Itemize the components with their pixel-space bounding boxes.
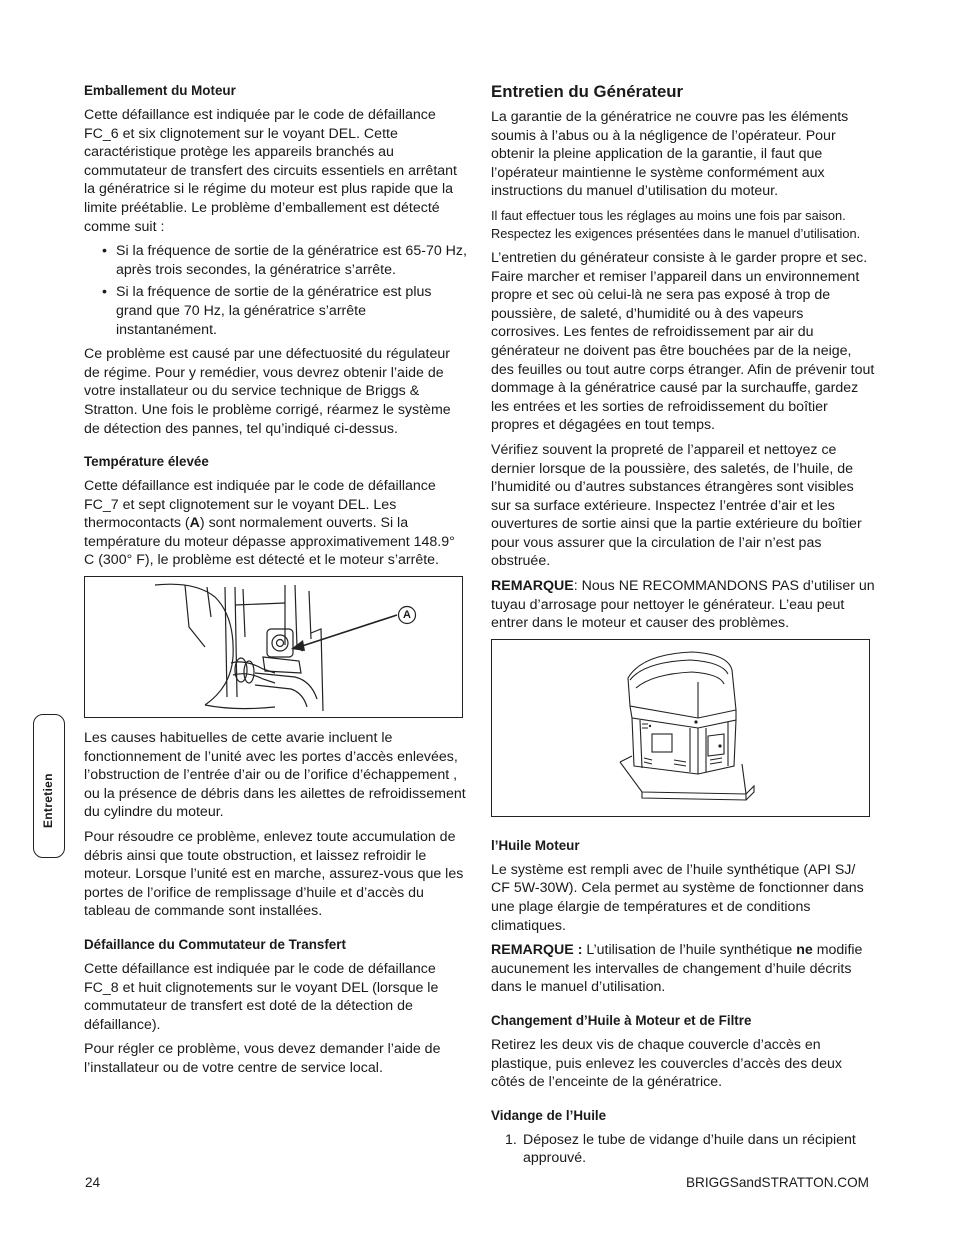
section-heading-oil-change: Changement d’Huile à Moteur et de Filtre xyxy=(491,1013,752,1028)
right-column xyxy=(491,82,875,1168)
callout-reference: A xyxy=(189,515,200,532)
text-run: L’utilisation de l’huile synthétique xyxy=(582,942,797,959)
left-column xyxy=(84,82,468,1084)
engine-illustration xyxy=(85,577,462,717)
list-item xyxy=(491,1131,875,1168)
text-run: ) sont normalement ouverts. Si la température du moteur dépasse approximativement 148.9° C (300° F), le problème est détecté et le moteur s’arrête. xyxy=(84,515,455,569)
text-run: modifie aucunement les intervalles de changement d’huile décrits dans le manuel d’utilisation. xyxy=(491,942,863,996)
paragraph: Cette défaillance est indiquée par le code de défaillance FC_6 et six clignotement sur le voyant DEL. Cette caractéristique protège les appareils branchés au commutateur de transfert des circuits essentiels en arrêtant la génératrice si le régime du moteur est plus rapide que la limite préétablie. Le problème d’emballement est détecté comme suit : xyxy=(84,107,457,235)
step-text: Déposez le tube de vidange d’huile dans un récipient approuvé. xyxy=(523,1131,856,1167)
generator-illustration xyxy=(492,640,869,816)
paragraph: Il faut effectuer tous les réglages au moins une fois par saison. Respectez les exigences présentées dans le manuel d’utilisation. xyxy=(491,207,861,241)
section-heading-high-temperature: Température élevée xyxy=(84,454,209,470)
note-paragraph xyxy=(491,941,875,997)
paragraph: Vérifiez souvent la propreté de l’appareil et nettoyez ce dernier lorsque de la poussière, des saletés, de l’huile, de l’humidité ou d’autres substances étrangères sont visibles sur sa surface extérieure. Inspectez l’entrée d’air et les ouvertures de sortie ainsi que la partie extérieure du boîtier pour vous assurer que la circulation de l’air n’est pas obstruée. xyxy=(491,441,862,570)
step-number: 1. xyxy=(505,1131,517,1148)
note-paragraph xyxy=(491,577,875,633)
website-footer: BRIGGSandSTRATTON.COM xyxy=(685,1175,869,1190)
figure-generator xyxy=(491,639,870,817)
section-heading-oil-drain: Vidange de l’Huile xyxy=(491,1107,607,1123)
paragraph: L’entretien du générateur consiste à le garder propre et sec. Faire marcher et remiser l’appareil dans un environnement propre et sec où celui-là ne sera pas exposé à trop de poussière, de saleté, d’humidité ou à des vapeurs corrosives. Les fentes de refroidissement par air du générateur ne doivent pas être bouchées par de la neige, des feuilles ou tout autre corps étranger. Afin de prévenir tout dommage à la génératrice causé par la surchauffe, gardez les entrées et les sorties de refroidissement du boîtier propres et dégagées en tout temps. xyxy=(491,249,875,434)
figure-thermal-switch xyxy=(84,576,463,718)
emphasis: ne xyxy=(796,942,813,959)
text-run: : Nous NE RECOMMANDONS PAS d’utiliser un tuyau d’arrosage pour nettoyer le générateur. L’eau peut entrer dans le moteur et causer des problèmes. xyxy=(491,578,875,632)
bullet-list xyxy=(84,242,468,339)
paragraph: Pour régler ce problème, vous devez demander l’aide de l’installateur ou de votre centre de service local. xyxy=(84,1041,441,1076)
paragraph xyxy=(84,477,468,570)
section-heading-transfer-switch: Défaillance du Commutateur de Transfert xyxy=(84,937,346,952)
note-label: REMARQUE xyxy=(491,578,574,595)
paragraph: Pour résoudre ce problème, enlevez toute accumulation de débris ainsi que toute obstruction, et laissez refroidir le moteur. Lorsque l’unité est en marche, assurez-vous que les portes de l’orifice de remplissage d’huile et d’accès du tableau de commande sont installées. xyxy=(84,829,464,920)
list-item: • Si la fréquence de sortie de la génératrice est 65-70 Hz, après trois secondes, la génératrice s’arrête. xyxy=(102,242,468,279)
paragraph: Retirez les deux vis de chaque couvercle d’accès en plastique, puis enlevez les couvercles d’accès des deux côtés de l’enceinte de la génératrice. xyxy=(491,1037,842,1091)
note-label: REMARQUE : xyxy=(491,942,583,959)
page-number: 24 xyxy=(85,1175,101,1190)
section-heading-engine-oil: l’Huile Moteur xyxy=(491,837,580,853)
step-list xyxy=(491,1131,875,1168)
section-heading-overspeed: Emballement du Moteur xyxy=(84,83,236,98)
paragraph: Ce problème est causé par une défectuosité du régulateur de régime. Pour y remédier, vous devrez obtenir l’aide de votre installateur ou du service technique de Briggs & Stratton. Une fois le problème corrigé, réarmez le système de détection des pannes, tel qu’indiqué ci-dessus. xyxy=(84,346,451,437)
paragraph: Les causes habituelles de cette avarie incluent le fonctionnement de l’unité avec les portes d’accès enlevées, l’obstruction de l’entrée d’air ou de l’orifice d’échappement , ou la présence de débris dans les ailettes de refroidissement du cylindre du moteur. xyxy=(84,730,466,821)
callout-label-a: A xyxy=(403,609,411,622)
section-title-generator-maintenance: Entretien du Générateur xyxy=(491,82,684,101)
text-run: Cette défaillance est indiquée par le code de défaillance FC_7 et sept clignotement sur le voyant DEL. Les thermocontacts ( xyxy=(84,478,436,532)
list-item: • Si la fréquence de sortie de la génératrice est plus grand que 70 Hz, la génératrice s’arrête instantanément. xyxy=(102,283,468,339)
paragraph: Le système est rempli avec de l’huile synthétique (API SJ/ CF 5W-30W). Cela permet au système de fonctionner dans une plage élargie de températures et de conditions climatiques. xyxy=(491,861,864,934)
paragraph: La garantie de la génératrice ne couvre pas les éléments soumis à l’abus ou à la négligence de l’opérateur. Pour obtenir la pleine application de la garantie, il faut que l’opérateur maintienne le système conformément aux instructions du manuel d’utilisation du moteur. xyxy=(491,109,849,200)
paragraph: Cette défaillance est indiquée par le code de défaillance FC_8 et huit clignotements sur le voyant DEL (lorsque le commutateur de transfert est doté de la détection de défaillance). xyxy=(84,961,439,1033)
